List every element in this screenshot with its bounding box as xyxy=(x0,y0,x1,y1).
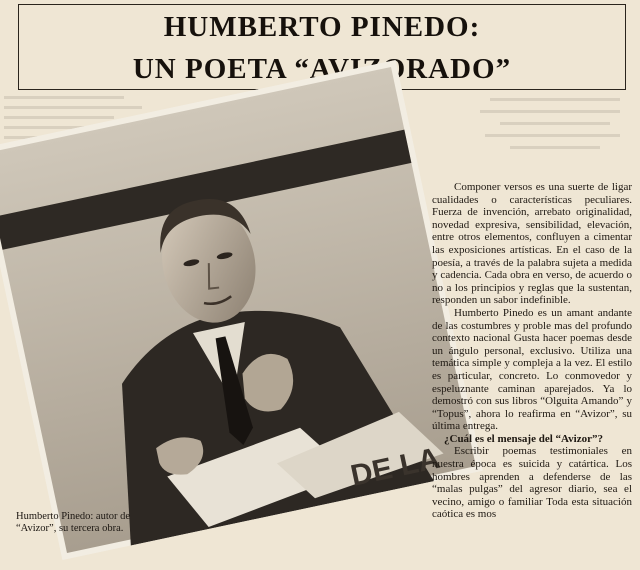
photo-sign-text: DE LA xyxy=(347,441,443,493)
interview-question: ¿Cuál es el mensaje del “Avizor”? xyxy=(444,432,603,445)
article-paragraph: Componer versos es una suerte de ligar cualidades o características peculiares. Fuerza de invención, arrebato originalidad, novedad expresiva, sensibilidad, elevación, entre otros elementos, confluyen a cimentar las exposiciones artísticas. En el caso de la poesía, a través de la palabra sujeta a medida y cadencia. Cada obra en verso, de acuerdo o no a los principios y reglas que la sustentan, responden un sabor indefinible. xyxy=(432,181,632,307)
bleed-through-texture-right xyxy=(470,92,630,172)
photo-caption: Humberto Pinedo: autor de “Avizor”, su tercera obra. xyxy=(16,511,131,534)
interview-answer: Escribir poemas testimoniales en nuestra época es suicida y catártica. Los hombres aprenden a defenderse de las “malas pulgas” del agresor diario, sea el vecino, amigo o familiar Toda esta situación caótica es mos xyxy=(432,445,632,521)
article-paragraph: Humberto Pinedo es un amant andante de las costumbres y proble mas del profundo contexto nacional Gusta hacer poemas desde un ángulo personal, exclusivo. Utiliza una temática simple y compleja a la vez. El estilo es particular, concreto. Lo conmovedor y espeluznante caminan aparejados. Ya lo demostró con sus libros “Olguita Amando” y “Topus”, ahora lo reafirma en “Avizor”, su última entrega. xyxy=(432,306,632,433)
portrait-photo-illustration xyxy=(0,60,483,560)
headline-line-1: HUMBERTO PINEDO: xyxy=(163,11,481,43)
headline-line-2: UN POETA “AVIZORADO” xyxy=(132,53,512,85)
portrait-photo xyxy=(0,60,483,560)
article-body xyxy=(432,181,632,521)
